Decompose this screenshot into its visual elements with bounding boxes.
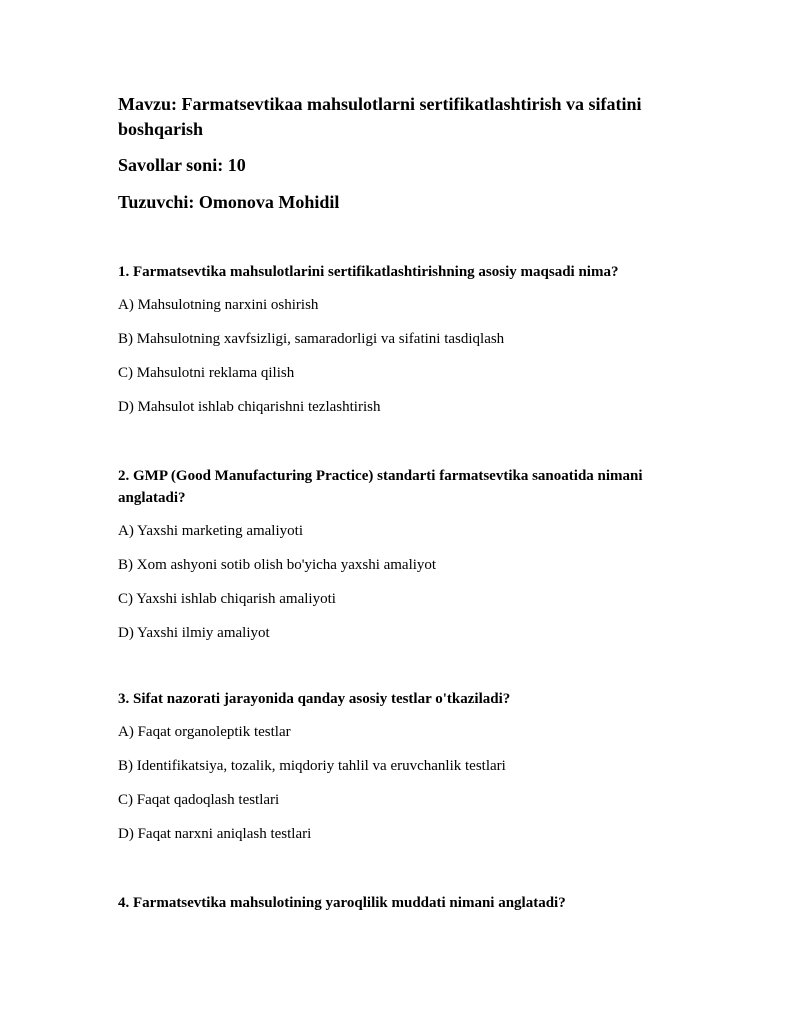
question-3 xyxy=(118,688,678,844)
question-text: 4. Farmatsevtika mahsulotining yaroqlilik muddati nimani anglatadi? xyxy=(118,895,566,911)
option-a: A) Mahsulotning narxini oshirish xyxy=(118,297,319,313)
option-a: A) Yaxshi marketing amaliyoti xyxy=(118,523,303,539)
question-1 xyxy=(118,261,678,417)
document-page xyxy=(118,92,678,914)
question-4 xyxy=(118,892,678,914)
option-d: D) Faqat narxni aniqlash testlari xyxy=(118,826,312,842)
author: Tuzuvchi: Omonova Mohidil xyxy=(118,192,340,212)
option-a: A) Faqat organoleptik testlar xyxy=(118,724,291,740)
option-b: B) Identifikatsiya, tozalik, miqdoriy tahlil va eruvchanlik testlari xyxy=(118,758,506,774)
option-d: D) Mahsulot ishlab chiqarishni tezlashtirish xyxy=(118,399,381,415)
option-c: C) Yaxshi ishlab chiqarish amaliyoti xyxy=(118,591,336,607)
question-text: 2. GMP (Good Manufacturing Practice) standarti farmatsevtika sanoatida nimani anglatadi? xyxy=(118,468,643,506)
option-b: B) Mahsulotning xavfsizligi, samaradorligi va sifatini tasdiqlash xyxy=(118,331,505,347)
question-count: Savollar soni: 10 xyxy=(118,155,246,175)
option-c: C) Faqat qadoqlash testlari xyxy=(118,792,280,808)
document-title: Mavzu: Farmatsevtikaa mahsulotlarni sertifikatlashtirish va sifatini boshqarish xyxy=(118,94,642,139)
question-text: 3. Sifat nazorati jarayonida qanday asosiy testlar o'tkaziladi? xyxy=(118,691,511,707)
option-b: B) Xom ashyoni sotib olish bo'yicha yaxshi amaliyot xyxy=(118,557,437,573)
question-2 xyxy=(118,465,678,643)
question-text: 1. Farmatsevtika mahsulotlarini sertifikatlashtirishning asosiy maqsadi nima? xyxy=(118,264,619,280)
option-c: C) Mahsulotni reklama qilish xyxy=(118,365,295,381)
option-d: D) Yaxshi ilmiy amaliyot xyxy=(118,625,270,641)
